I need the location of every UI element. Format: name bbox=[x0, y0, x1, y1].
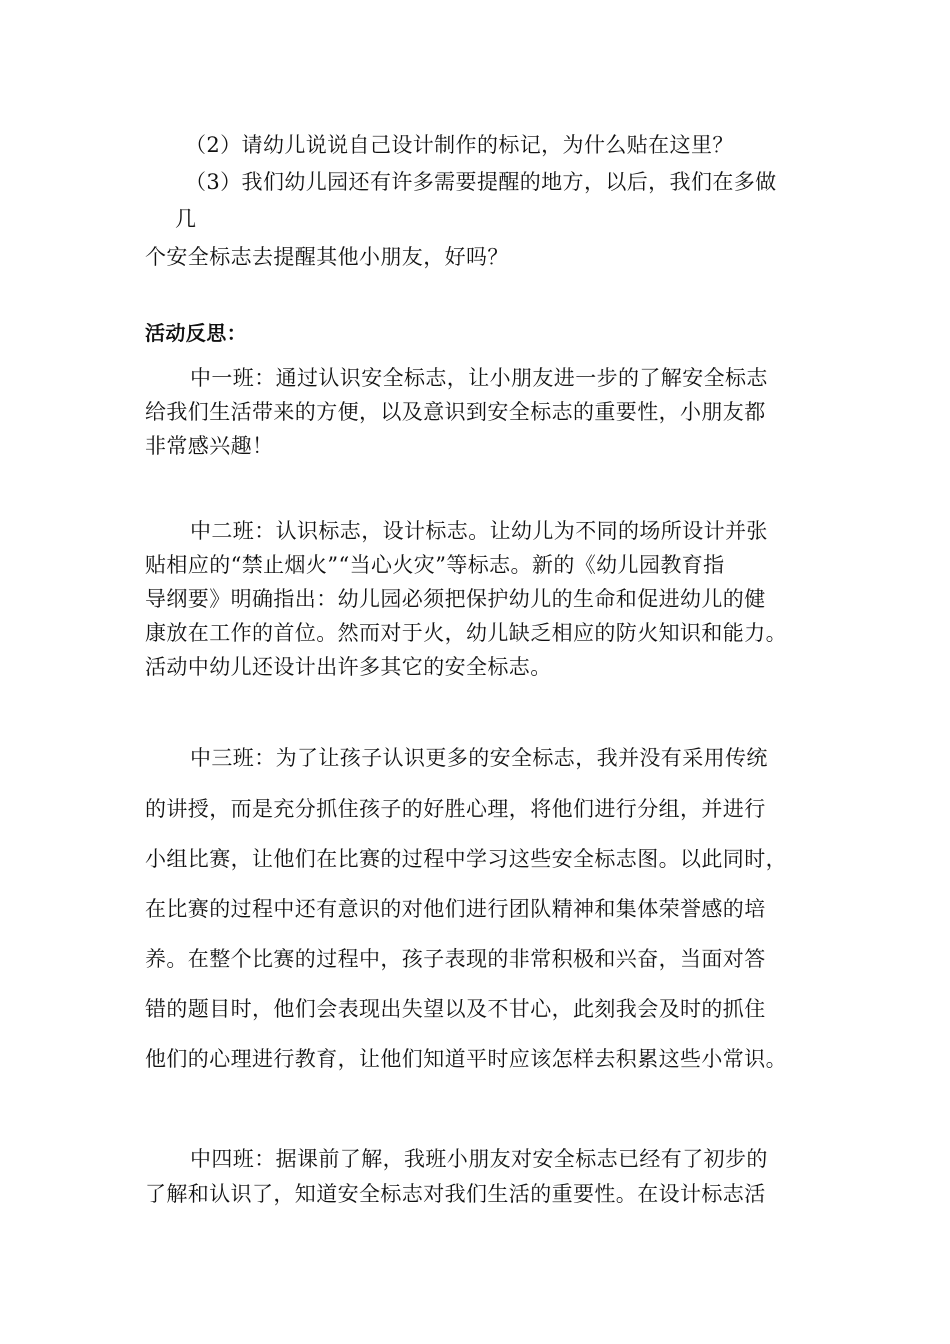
paragraph-line: 给我们生活带来的方便，以及意识到安全标志的重要性，小朋友都 bbox=[145, 400, 766, 424]
step-2-line: （2）请幼儿说说自己设计制作的标记，为什么贴在这里？ bbox=[185, 133, 734, 157]
paragraph-line: 贴相应的“禁止烟火”“当心火灾”等标志。新的《幼儿园教育指 bbox=[145, 553, 725, 577]
paragraph-line: 中四班：据课前了解，我班小朋友对安全标志已经有了初步的 bbox=[190, 1147, 768, 1171]
paragraph-line: 在比赛的过程中还有意识的对他们进行团队精神和集体荣誉感的培 bbox=[145, 897, 766, 921]
step-3-line: （3）我们幼儿园还有许多需要提醒的地方，以后，我们在多做 bbox=[185, 170, 777, 194]
section-heading: 活动反思： bbox=[145, 321, 247, 345]
paragraph-line: 他们的心理进行教育，让他们知道平时应该怎样去积累这些小常识。 bbox=[145, 1047, 787, 1071]
paragraph-line: 中一班：通过认识安全标志，让小朋友进一步的了解安全标志 bbox=[190, 366, 768, 390]
paragraph-line: 了解和认识了，知道安全标志对我们生活的重要性。在设计标志活 bbox=[145, 1182, 766, 1206]
paragraph-line: 导纲要》明确指出：幼儿园必须把保护幼儿的生命和促进幼儿的健 bbox=[145, 587, 766, 611]
step-3-continuation-line: 个安全标志去提醒其他小朋友，好吗？ bbox=[145, 245, 509, 269]
paragraph-line: 小组比赛，让他们在比赛的过程中学习这些安全标志图。以此同时， bbox=[145, 847, 787, 871]
paragraph-line: 中二班：认识标志，设计标志。让幼儿为不同的场所设计并张 bbox=[190, 519, 768, 543]
paragraph-line: 的讲授，而是充分抓住孩子的好胜心理，将他们进行分组，并进行 bbox=[145, 797, 766, 821]
paragraph-line: 养。在整个比赛的过程中，孩子表现的非常积极和兴奋，当面对答 bbox=[145, 947, 766, 971]
paragraph-line: 错的题目时，他们会表现出失望以及不甘心，此刻我会及时的抓住 bbox=[145, 997, 766, 1021]
paragraph-line: 中三班：为了让孩子认识更多的安全标志，我并没有采用传统 bbox=[190, 746, 768, 770]
paragraph-line: 非常感兴趣！ bbox=[145, 434, 274, 458]
step-3-wrap-line: 几 bbox=[175, 207, 197, 231]
paragraph-line: 活动中幼儿还设计出许多其它的安全标志。 bbox=[145, 655, 552, 679]
paragraph-line: 康放在工作的首位。然而对于火，幼儿缺乏相应的防火知识和能力。 bbox=[145, 621, 787, 645]
